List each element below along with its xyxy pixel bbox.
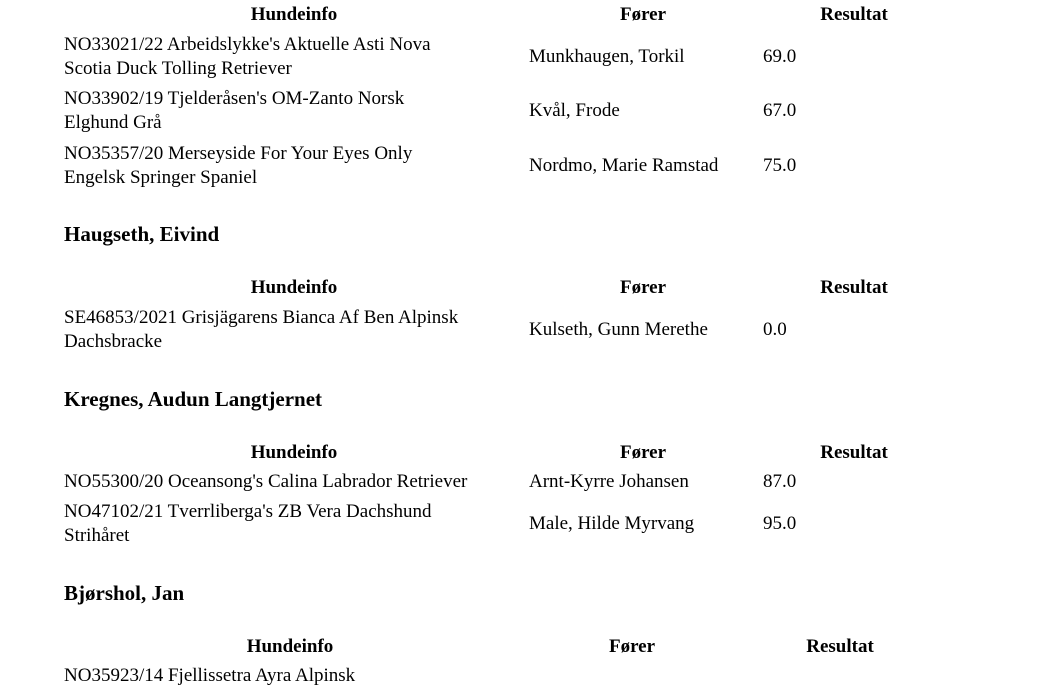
judge-name: Haugseth, Eivind xyxy=(64,222,220,246)
result-value: 0.0 xyxy=(763,319,787,340)
column-header-resultat: Resultat xyxy=(820,442,888,463)
dog-info: SE46853/2021 Grisjägarens Bianca Af Ben Alpinsk Dachsbracke xyxy=(64,307,459,352)
judge-name: Kregnes, Audun Langtjernet xyxy=(64,387,323,411)
dog-info: NO35923/14 Fjellissetra Ayra Alpinsk xyxy=(64,665,356,686)
result-value: 87.0 xyxy=(763,471,797,492)
handler-name: Nordmo, Marie Ramstad xyxy=(529,155,719,176)
column-header-forer: Fører xyxy=(619,442,667,463)
result-value: 95.0 xyxy=(763,513,797,534)
handler-name: Kulseth, Gunn Merethe xyxy=(529,319,708,340)
judge-name: Bjørshol, Jan xyxy=(64,581,185,605)
handler-name: Kvål, Frode xyxy=(529,100,620,121)
result-value: 75.0 xyxy=(763,155,797,176)
handler-name: Arnt-Kyrre Johansen xyxy=(529,471,689,492)
dog-info: NO33902/19 Tjelderåsen's OM-Zanto Norsk Elghund Grå xyxy=(64,88,405,133)
dog-info: NO33021/22 Arbeidslykke's Aktuelle Asti Nova Scotia Duck Tolling Retriever xyxy=(64,34,431,79)
dog-info: NO35357/20 Merseyside For Your Eyes Only Engelsk Springer Spaniel xyxy=(64,143,413,188)
column-header-hundeinfo: Hundeinfo xyxy=(250,277,338,298)
column-header-hundeinfo: Hundeinfo xyxy=(246,636,334,657)
column-header-hundeinfo: Hundeinfo xyxy=(250,4,338,25)
column-header-resultat: Resultat xyxy=(820,4,888,25)
column-header-hundeinfo: Hundeinfo xyxy=(250,442,338,463)
handler-name: Male, Hilde Myrvang xyxy=(529,513,695,534)
handler-name: Munkhaugen, Torkil xyxy=(529,46,685,67)
column-header-resultat: Resultat xyxy=(820,277,888,298)
column-header-forer: Fører xyxy=(619,277,667,298)
column-header-forer: Fører xyxy=(619,4,667,25)
result-value: 69.0 xyxy=(763,46,797,67)
column-header-resultat: Resultat xyxy=(806,636,874,657)
dog-info: NO55300/20 Oceansong's Calina Labrador Retriever xyxy=(64,471,468,492)
result-value: 67.0 xyxy=(763,100,797,121)
column-header-forer: Fører xyxy=(608,636,656,657)
dog-info: NO47102/21 Tverrliberga's ZB Vera Dachshund Strihåret xyxy=(64,501,432,546)
